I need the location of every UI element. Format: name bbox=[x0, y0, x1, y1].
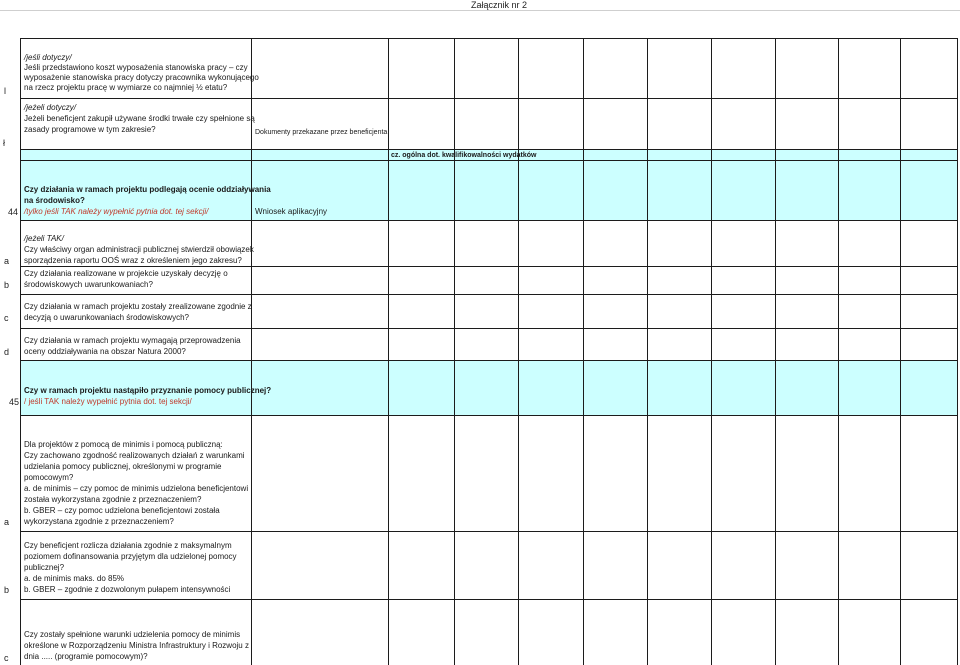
row-letter: b bbox=[4, 585, 10, 595]
row-letter: ł bbox=[3, 138, 5, 148]
row-b2-question: Czy beneficjent rozlicza działania zgodnie z maksymalnym bbox=[24, 541, 232, 550]
col-line-6 bbox=[583, 38, 584, 665]
row-l-question: Jeśli przedstawiono koszt wyposażenia stanowiska pracy – czy bbox=[24, 63, 248, 72]
col-line-3 bbox=[388, 38, 389, 665]
row-d-question: Czy działania w ramach projektu wymagają przeprowadzenia bbox=[24, 336, 241, 345]
row-letter: b bbox=[4, 280, 10, 290]
row-f-question: zasady programowe w tym zakresie? bbox=[24, 125, 156, 134]
section-band-label: cz. ogólna dot. kwalifikowalności wydatków bbox=[391, 152, 537, 159]
q45-question: Czy w ramach projektu nastąpiło przyznanie pomocy publicznej? bbox=[24, 386, 272, 395]
q44-question: Czy działania w ramach projektu podlegają ocenie oddziaływania bbox=[24, 185, 271, 194]
row-line-1 bbox=[20, 98, 958, 99]
row-c-question: decyzją o uwarunkowaniach środowiskowych? bbox=[24, 313, 189, 322]
row-letter: l bbox=[4, 86, 6, 96]
page-title: Załącznik nr 2 bbox=[470, 0, 528, 10]
row-line-9 bbox=[20, 415, 958, 416]
row-a-question: sporządzenia raportu OOŚ wraz z określeniem jego zakresu? bbox=[24, 256, 242, 265]
row-a-qualifier: /jeżeli TAK/ bbox=[24, 234, 64, 243]
row-line-11 bbox=[20, 599, 958, 600]
question-number: 45 bbox=[8, 397, 19, 407]
row-d-question: oceny oddziaływania na obszar Natura 2000? bbox=[24, 347, 186, 356]
row-letter: a bbox=[4, 517, 10, 527]
col-line-4 bbox=[454, 38, 455, 665]
row-b-question: Czy działania realizowane w projekcie uzyskały decyzję o bbox=[24, 269, 228, 278]
row-line-4 bbox=[20, 220, 958, 221]
q44-documents: Wniosek aplikacyjny bbox=[255, 207, 328, 216]
row-line-7 bbox=[20, 328, 958, 329]
row-l-qualifier: /jeśli dotyczy/ bbox=[24, 53, 72, 62]
row-line-6 bbox=[20, 294, 958, 295]
col-line-9 bbox=[775, 38, 776, 665]
col-line-2 bbox=[251, 38, 252, 665]
question-number: 44 bbox=[7, 207, 18, 217]
col-line-10 bbox=[838, 38, 839, 665]
row-line-top bbox=[20, 38, 958, 39]
q44-question: na środowisko? bbox=[24, 196, 85, 205]
row-line-2 bbox=[20, 149, 958, 150]
col-line-7 bbox=[647, 38, 648, 665]
row-f-documents: Dokumenty przekazane przez beneficjenta bbox=[255, 129, 388, 136]
col-line-8 bbox=[711, 38, 712, 665]
row-letter: c bbox=[4, 653, 9, 663]
row-f-qualifier: /jeżeli dotyczy/ bbox=[24, 103, 77, 112]
row-l-question: wyposażenie stanowiska pracy dotyczy pracownika wykonującego bbox=[24, 73, 259, 82]
row-c2-question: Czy zostały spełnione warunki udzielenia pomocy de minimis bbox=[24, 630, 241, 639]
q45-note: / jeśli TAK należy wypełnić pytnia dot. tej sekcji/ bbox=[24, 397, 192, 406]
row-l-question: na rzecz projektu pracę w wymiarze co najmniej ½ etatu? bbox=[24, 83, 228, 92]
row-a-question: Czy właściwy organ administracji publicznej stwierdził obowiązek bbox=[24, 245, 254, 254]
row-a2-question: a. de minimis – czy pomoc de minimis udzielona beneficjentowi bbox=[24, 484, 249, 493]
col-line-1 bbox=[20, 38, 21, 665]
col-line-11 bbox=[900, 38, 901, 665]
row-a2-question: udzielania pomocy publicznej, określonymi w programie bbox=[24, 462, 222, 471]
row-a2-question: Dla projektów z pomocą de minimis i pomocą publiczną: bbox=[24, 440, 223, 449]
row-line-8 bbox=[20, 360, 958, 361]
row-a2-question: wykorzystana zgodnie z przeznaczeniem? bbox=[24, 517, 174, 526]
row-b2-question: poziomem dofinansowania przyjętym dla udzielonej pomocy bbox=[24, 552, 237, 561]
row-letter: c bbox=[4, 313, 9, 323]
row-c2-question: określone w Rozporządzeniu Ministra Infrastruktury i Rozwoju z bbox=[24, 641, 249, 650]
row-a2-question: Czy zachowano zgodność realizowanych działań z warunkami bbox=[24, 451, 245, 460]
row-letter: d bbox=[4, 347, 10, 357]
row-line-3 bbox=[20, 160, 958, 161]
row-a2-question: została wykorzystana zgodnie z przeznaczeniem? bbox=[24, 495, 202, 504]
row-letter: a bbox=[4, 256, 10, 266]
row-f-question: Jeżeli beneficjent zakupił używane środki trwałe czy spełnione są bbox=[24, 114, 255, 123]
row-b2-question: a. de minimis maks. do 85% bbox=[24, 574, 125, 583]
row-a2-question: b. GBER – czy pomoc udzielona beneficjentowi została bbox=[24, 506, 220, 515]
row-a2-question: pomocowym? bbox=[24, 473, 74, 482]
col-line-5 bbox=[518, 38, 519, 665]
col-line-12 bbox=[957, 38, 958, 665]
row-b-question: środowiskowych uwarunkowaniach? bbox=[24, 280, 153, 289]
row-c-question: Czy działania w ramach projektu zostały zrealizowane zgodnie z bbox=[24, 302, 252, 311]
q44-note: /tylko jeśli TAK należy wypełnić pytnia dot. tej sekcji/ bbox=[24, 207, 209, 216]
row-b2-question: publicznej? bbox=[24, 563, 65, 572]
row-c2-question: dnia ..... (programie pomocowym)? bbox=[24, 652, 148, 661]
row-b2-question: b. GBER – zgodnie z dozwolonym pułapem intensywności bbox=[24, 585, 231, 594]
row-line-10 bbox=[20, 531, 958, 532]
